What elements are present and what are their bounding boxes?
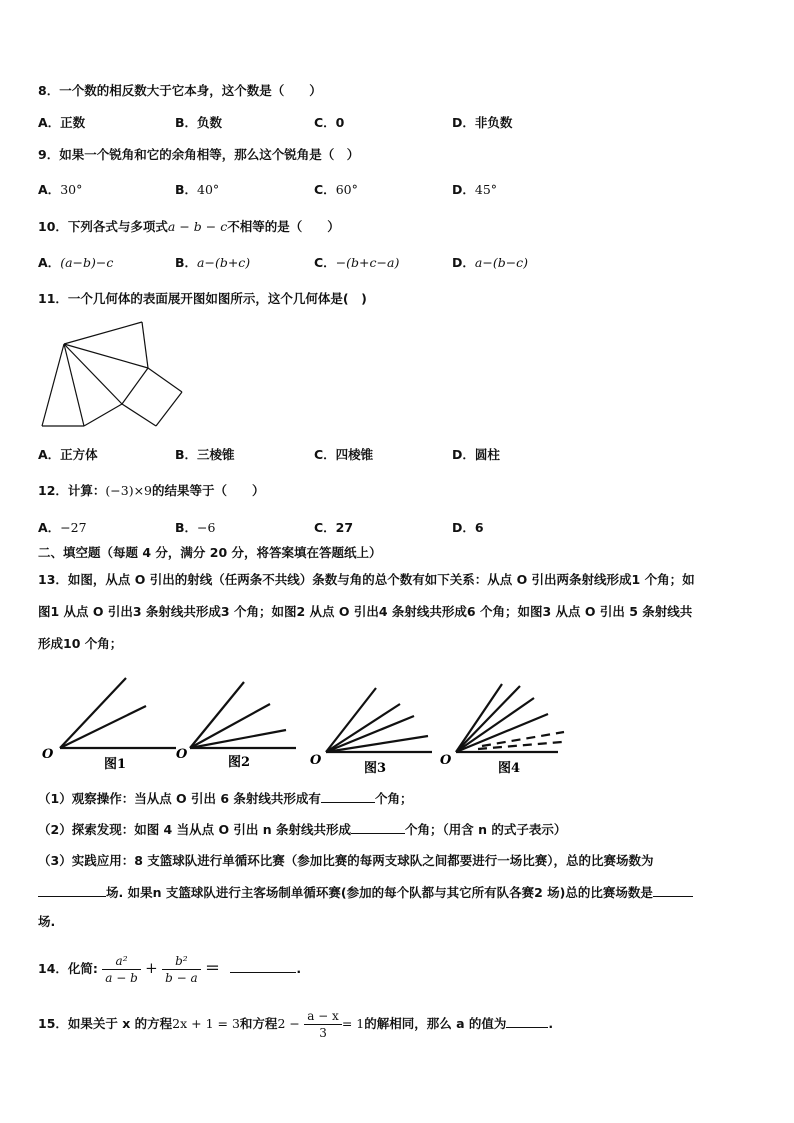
- q10-stem: 10．下列各式与多项式a − b − c不相等的是（ ）: [38, 219, 340, 234]
- q13-part3-blank2[interactable]: [653, 884, 693, 897]
- q13-part3-line3: 场.: [38, 914, 56, 929]
- q9-option-b: B．40°: [175, 182, 220, 197]
- q14-answer-blank[interactable]: [230, 960, 296, 973]
- q10-option-b: B．a−(b+c): [175, 255, 251, 270]
- q11-option-d: D．圆柱: [452, 447, 500, 462]
- q9-stem: 9．如果一个锐角和它的余角相等，那么这个锐角是（ ）: [38, 147, 360, 162]
- q9-option-d: D．45°: [452, 182, 498, 197]
- fig3-label: 图3: [364, 761, 387, 776]
- q8-option-d: D．非负数: [452, 115, 513, 130]
- q10-option-d: D．a−(b−c): [452, 255, 529, 270]
- fig1-label: 图1: [104, 757, 127, 772]
- q11-option-c: C．四棱锥: [314, 447, 374, 462]
- q13-part2: （2）探索发现：如图 4 当从点 O 引出 n 条射线共形成 个角；（用含 n 的式子表示）: [38, 822, 567, 837]
- q13-part3-blank1[interactable]: [38, 884, 106, 897]
- q13-part3-line2: 场. 如果n 支篮球队进行主客场制单循环赛(参加的每个队都与其它所有队各赛2 场)总的比赛场数是: [38, 884, 693, 901]
- q13-part1: （1）观察操作：当从点 O 引出 6 条射线共形成有 个角；: [38, 791, 413, 806]
- fig3-origin-label: O: [310, 753, 322, 768]
- q13-line3: 形成10 个角；: [38, 636, 123, 651]
- q13-part3-line1: （3）实践应用：8 支篮球队进行单循环比赛（参加比赛的每两支球队之间都要进行一场比赛），总的比赛场数为: [38, 853, 654, 868]
- q12-stem: 12．计算：(−3)×9的结果等于（ ）: [38, 483, 265, 498]
- q12-option-a: A．−27: [38, 520, 87, 535]
- q13-line1: 13．如图，从点 O 引出的射线（任两条不共线）条数与角的总个数有如下关系：从点 O 引出两条射线形成1 个角；如: [38, 572, 695, 587]
- q8-stem: 8．一个数的相反数大于它本身，这个数是（ ）: [38, 83, 322, 98]
- q9-option-c: C．60°: [314, 182, 358, 197]
- fig4-origin-label: O: [440, 753, 452, 768]
- q15-answer-blank[interactable]: [506, 1015, 548, 1028]
- rays-figures: [38, 672, 578, 782]
- fig1-origin-label: O: [42, 747, 54, 762]
- q12-option-b: B．−6: [175, 520, 216, 535]
- q14-fraction-2: $\frac{\text{b²}}{b - a}$: [162, 954, 201, 985]
- q14-fraction-1: $\frac{\text{a²}}{a - b}$: [102, 954, 141, 985]
- q11-stem: 11．一个几何体的表面展开图如图所示，这个几何体是( ): [38, 291, 367, 306]
- q12-option-d: D．6: [452, 520, 484, 535]
- q12-option-c: C．27: [314, 520, 354, 535]
- q11-option-a: A．正方体: [38, 447, 98, 462]
- q8-option-b: B．负数: [175, 115, 223, 130]
- q8-option-c: C．0: [314, 115, 345, 130]
- q13-part2-blank[interactable]: [351, 821, 405, 834]
- q8-option-a: A．正数: [38, 115, 86, 130]
- q13-line2: 图1 从点 O 引出3 条射线共形成3 个角；如图2 从点 O 引出4 条射线共形成6 个角；如图3 从点 O 引出 5 条射线共: [38, 604, 693, 619]
- q9-option-a: A．30°: [38, 182, 83, 197]
- fig2-origin-label: O: [176, 747, 188, 762]
- q13-part1-blank[interactable]: [321, 790, 375, 803]
- q10-option-a: A．(a−b)−c: [38, 255, 114, 270]
- section-heading: 二、填空题（每题 4 分，满分 20 分，将答案填在答题纸上）: [38, 545, 382, 560]
- q11-option-b: B．三棱锥: [175, 447, 235, 462]
- fig2-label: 图2: [228, 755, 251, 770]
- q15-fraction: $\frac{a - x}{3}$: [304, 1009, 342, 1040]
- q15-stem: 15．如果关于 x 的方程2x + 1 = 3和方程2 − $\frac{a - x}{3}$ = 1的解相同，那么 a 的值为 .: [38, 1009, 554, 1040]
- q14-stem: 14．化简: $\frac{\text{a²}}{a - b}$ + $\frac{\text{b²}}{b - a}$ ＝ .: [38, 954, 302, 985]
- q10-option-c: C．−(b+c−a): [314, 255, 400, 270]
- fig4-label: 图4: [498, 761, 521, 776]
- pyramid-net-figure: [38, 318, 198, 428]
